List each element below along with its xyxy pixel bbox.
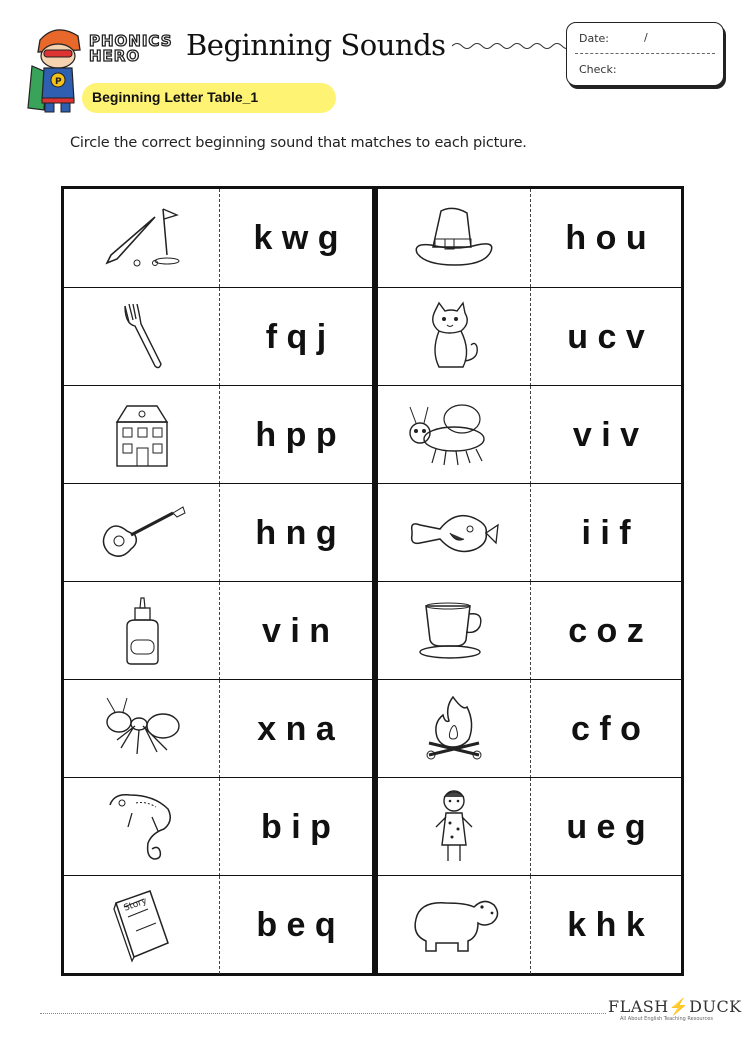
letter-choices[interactable]: h n g xyxy=(255,513,337,552)
left-column xyxy=(64,189,372,973)
brand-part-2: DUCK xyxy=(689,997,742,1016)
phonics-hero-mascot xyxy=(26,22,88,114)
letter-choices[interactable]: b i p xyxy=(261,807,331,846)
table-row xyxy=(64,679,372,778)
fork-icon xyxy=(117,302,167,372)
svg-text:Story: Story xyxy=(122,896,148,914)
table-row xyxy=(378,679,681,778)
table-row xyxy=(64,189,372,287)
letter-choices[interactable]: c o z xyxy=(568,611,644,650)
table-row xyxy=(64,385,372,484)
letter-choices[interactable]: v i n xyxy=(261,611,331,650)
logo-line-1: PHONICS xyxy=(89,32,173,50)
lightning-bolt-icon: ⚡ xyxy=(668,997,690,1016)
table-row xyxy=(64,875,372,974)
chameleon-icon xyxy=(102,787,182,867)
worksheet-table xyxy=(61,186,684,976)
table-row xyxy=(378,287,681,386)
brand-part-1: FLASH xyxy=(608,997,669,1016)
picture-cell xyxy=(64,876,220,974)
girl-icon xyxy=(430,787,478,867)
table-row xyxy=(378,875,681,974)
phonics-hero-logo xyxy=(89,34,181,70)
hat-icon xyxy=(411,203,497,273)
worksheet-subtitle: Beginning Letter Table_1 xyxy=(92,89,259,105)
table-row xyxy=(378,189,681,287)
picture-cell xyxy=(378,582,531,680)
picture-cell xyxy=(378,288,531,386)
letter-choices[interactable]: u e g xyxy=(566,807,646,846)
table-row xyxy=(64,287,372,386)
cup-icon xyxy=(416,600,492,662)
picture-cell xyxy=(378,876,531,974)
footer-rule xyxy=(40,1013,606,1014)
picture-cell xyxy=(64,386,220,484)
picture-cell xyxy=(64,582,220,680)
brand-tagline: All About English Teaching Resources xyxy=(620,1016,713,1022)
picture-cell xyxy=(64,288,220,386)
insect-icon xyxy=(406,399,502,471)
ant-icon xyxy=(97,694,187,764)
picture-cell xyxy=(64,778,220,876)
letter-choices[interactable]: k w g xyxy=(253,218,339,257)
letter-choices[interactable]: u c v xyxy=(567,317,645,356)
letter-choices[interactable]: h o u xyxy=(565,218,647,257)
letter-choices[interactable]: x n a xyxy=(257,709,335,748)
letter-choices[interactable]: b e q xyxy=(256,905,336,944)
table-row xyxy=(378,385,681,484)
logo-line-2: HERO xyxy=(89,47,141,65)
table-row xyxy=(64,483,372,582)
date-separator: / xyxy=(644,31,648,44)
table-row xyxy=(378,483,681,582)
letter-choices[interactable]: v i v xyxy=(572,415,640,454)
table-row xyxy=(64,777,372,876)
table-row xyxy=(378,777,681,876)
house-icon xyxy=(111,400,173,470)
decorative-squiggle xyxy=(452,38,570,54)
table-row xyxy=(378,581,681,680)
fish-icon xyxy=(406,503,502,563)
cat-icon xyxy=(421,301,487,373)
picture-cell xyxy=(378,189,531,287)
table-row xyxy=(64,581,372,680)
page-title: Beginning Sounds xyxy=(186,28,446,62)
right-column xyxy=(378,189,681,973)
flashduck-logo xyxy=(608,997,742,1016)
picture-cell xyxy=(64,189,220,287)
guitar-icon xyxy=(97,503,187,563)
fire-icon xyxy=(423,693,485,765)
date-divider xyxy=(575,53,715,54)
letter-choices[interactable]: i i f xyxy=(581,513,631,552)
date-label: Date: xyxy=(579,32,609,45)
golf-club-icon xyxy=(97,203,187,273)
svg-text:P: P xyxy=(55,77,62,87)
instructions: Circle the correct beginning sound that matches to each picture. xyxy=(70,135,527,151)
picture-cell xyxy=(378,778,531,876)
date-check-box xyxy=(566,22,724,86)
glue-icon xyxy=(117,596,167,666)
letter-choices[interactable]: c f o xyxy=(571,709,641,748)
letter-choices[interactable]: f q j xyxy=(265,317,327,356)
picture-cell xyxy=(378,680,531,778)
check-label: Check: xyxy=(579,63,617,76)
picture-cell xyxy=(64,680,220,778)
book-icon xyxy=(110,887,174,963)
picture-cell xyxy=(378,386,531,484)
hippo-icon xyxy=(406,893,502,957)
picture-cell xyxy=(64,484,220,582)
picture-cell xyxy=(378,484,531,582)
letter-choices[interactable]: k h k xyxy=(567,905,645,944)
letter-choices[interactable]: h p p xyxy=(255,415,337,454)
